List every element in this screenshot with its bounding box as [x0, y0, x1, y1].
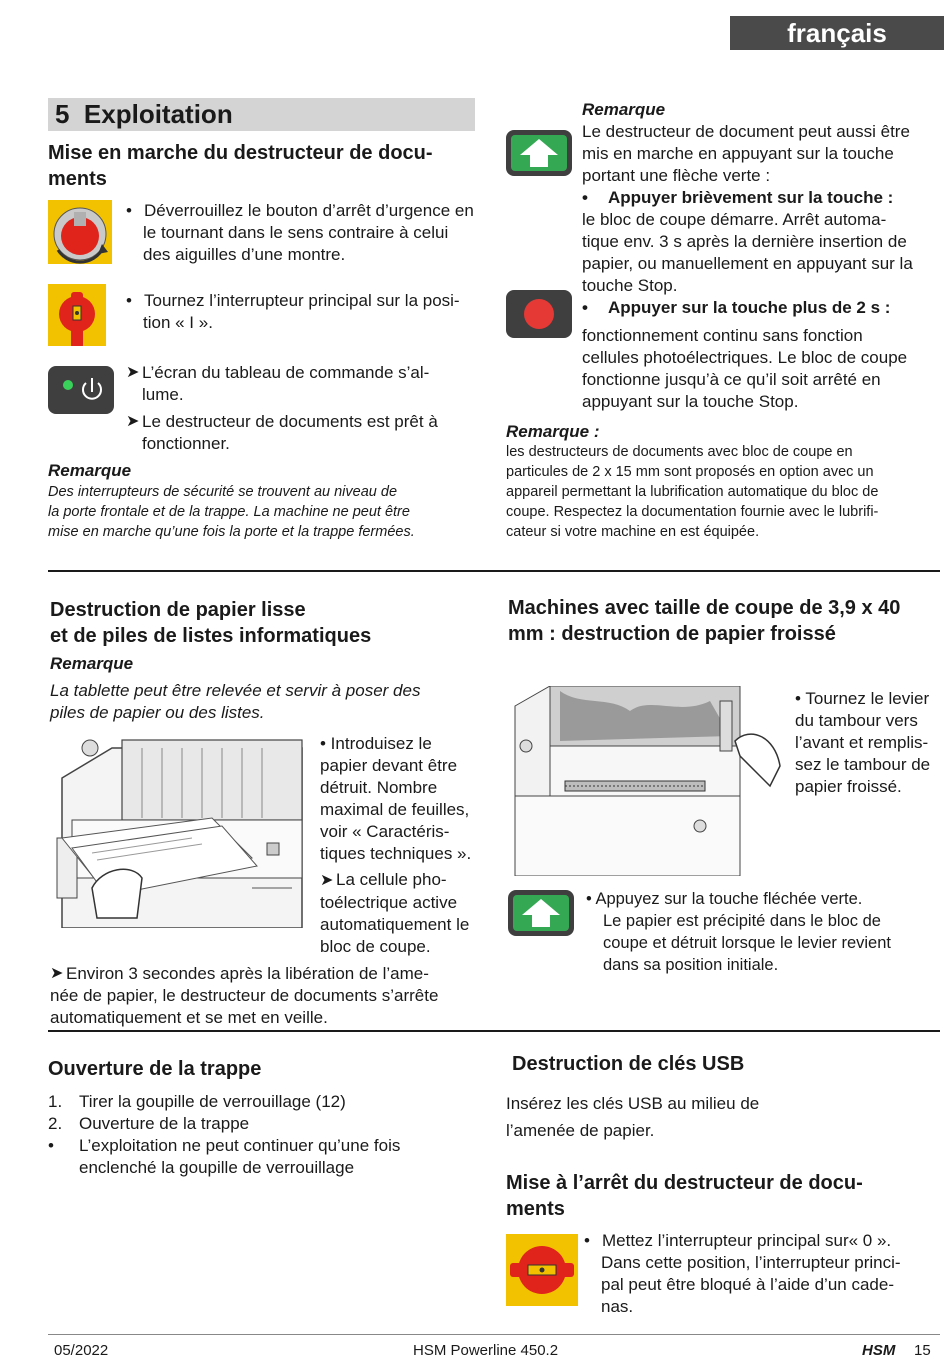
green-arrow-button-icon [506, 130, 572, 176]
red-stop-button-icon [506, 290, 572, 338]
footer-product: HSM Powerline 450.2 [413, 1342, 559, 1359]
paper-note: La tablette peut être relevée et servir à poser des piles de papier ou des listes. [50, 681, 421, 722]
power-button-icon [48, 366, 114, 414]
divider [48, 1030, 940, 1032]
shutdown-step: • Mettez l’interrupteur principal sur« 0 ». Dans cette position, l’interrupteur princi- pal peut être bloqué à l’aide d’un cade- nas. [584, 1231, 901, 1316]
crumpled-press: • Appuyez sur la touche fléchée verte. Le papier est précipité dans le bloc de coupe et détruit lorsque le levier revient dans sa position initiale. [586, 890, 891, 974]
shredder-drum-illustration [510, 686, 785, 876]
right-note2: les destructeurs de documents avec bloc de coupe en particules de 2 x 15 mm sont proposés en option avec un appareil permettant la lubrification automatique du bloc de coupe. Respectez la documentation fournie avec le lubrifi- cateur si votre machine en est équipée. [506, 444, 879, 540]
divider [48, 570, 940, 572]
paper-heading: Destruction de papier lisse et de piles de listes informatiques [50, 599, 372, 647]
startup-note-title: Remarque [48, 461, 132, 480]
right-note-title: Remarque [582, 100, 666, 119]
usb-text: Insérez les clés USB au milieu de l’amenée de papier. [506, 1094, 760, 1140]
green-arrow-button-icon [508, 890, 574, 936]
emergency-stop-icon [48, 200, 112, 264]
shutdown-heading: Mise à l’arrêt du destructeur de docu- ments [506, 1172, 863, 1220]
startup-results: ➤ L’écran du tableau de commande s’al- lume. ➤ Le destructeur de documents est prêt à fonctionner. [126, 363, 438, 453]
paper-step: • Introduisez le papier devant être détruit. Nombre maximal de feuilles, voir « Caractéris- tiques techniques ». ➤ La cellule pho- toélectrique active automatiquement le bloc de coupe. [320, 734, 472, 956]
language-tab: français [730, 16, 944, 50]
right-note2-title: Remarque : [506, 422, 600, 441]
trap-heading: Ouverture de la trappe [48, 1058, 262, 1080]
footer-divider [48, 1334, 940, 1335]
section-title [48, 98, 475, 131]
paper-note-title: Remarque [50, 654, 134, 673]
usb-heading: Destruction de clés USB [512, 1053, 745, 1075]
footer-brand-logo: HSM [862, 1342, 896, 1359]
startup-heading: Mise en marche du destructeur de docu- ments [48, 142, 433, 190]
startup-step2: • Tournez l’interrupteur principal sur la posi- tion « I ». [126, 291, 460, 332]
startup-note: Des interrupteurs de sécurité se trouvent au niveau de la porte frontale et de la trappe. La machine ne peut être mise en marche qu’une fois la porte et la trappe fermées. [48, 484, 415, 540]
page-number: 15 [914, 1342, 931, 1359]
main-switch-off-icon [506, 1234, 578, 1306]
right-note-intro: Le destructeur de document peut aussi être mis en marche en appuyant sur la touche portant une flèche verte : • Appuyer brièvement sur la touche : le bloc de coupe démarre. Arrêt automa- tique env. 3 s après la dernière insertion de papier, ou manuellement en appuyant sur la touche Stop. • Appuyer sur la touche plus de 2 s : [582, 122, 913, 317]
section-number: 5 [55, 99, 70, 129]
trap-list: 1. Tirer la goupille de verrouillage (12) 2. Ouverture de la trappe • L’exploitation ne peut continuer qu’une fois enclenché la goupille de verrouillage [48, 1092, 401, 1177]
paper-final: ➤ Environ 3 secondes après la libération de l’ame- née de papier, le destructeur de documents s’arrête automatiquement et se met en veille. [50, 964, 439, 1027]
right-note-long-press: fonctionnement continu sans fonction cellules photoélectriques. Le bloc de coupe fonctionne jusqu’à ce qu’il soit arrêté en appuyant sur la touche Stop. [582, 326, 908, 411]
crumpled-heading: Machines avec taille de coupe de 3,9 x 40 mm : destruction de papier froissé [508, 597, 901, 645]
footer-date: 05/2022 [54, 1342, 109, 1359]
startup-step1: • Déverrouillez le bouton d’arrêt d’urgence en le tournant dans le sens contraire à celui des aiguilles d’une montre. [126, 201, 474, 264]
main-switch-icon [48, 284, 106, 346]
crumpled-step: • Tournez le levier du tambour vers l’avant et remplis- sez le tambour de papier froissé. [795, 689, 931, 796]
section-name: Exploitation [83, 99, 233, 129]
shredder-paper-illustration [52, 738, 312, 928]
